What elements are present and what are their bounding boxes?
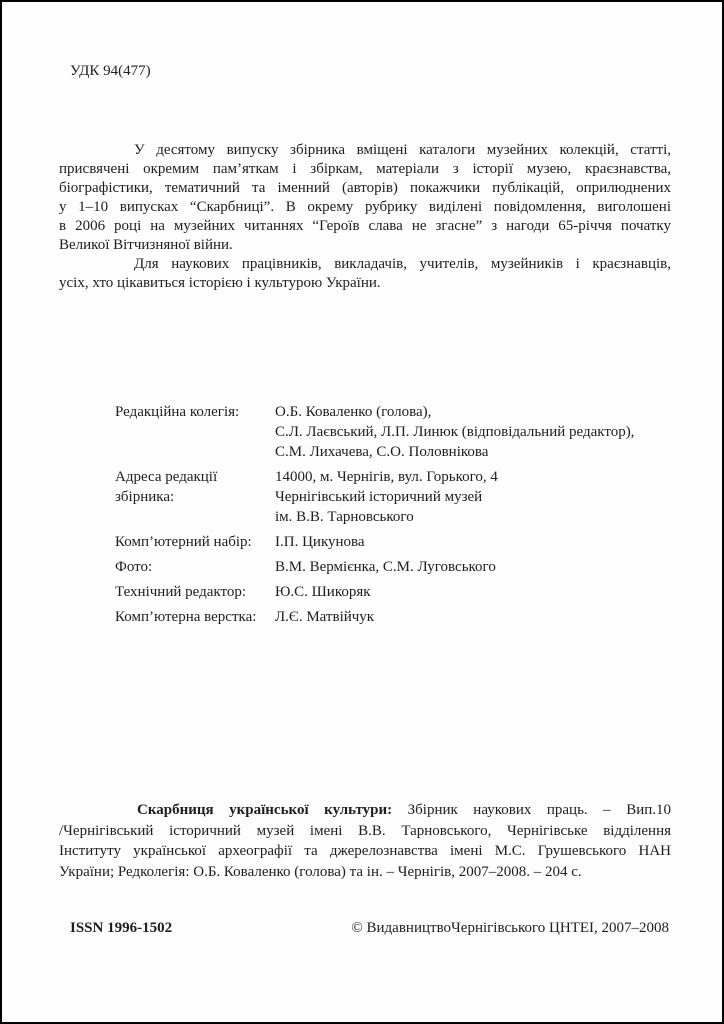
imprint-value-line: О.Б. Коваленко (голова),	[275, 404, 432, 420]
annotation-line: усіх, хто цікавиться історією і культурою України.	[59, 275, 381, 291]
imprint-value-line: Ю.С. Шикоряк	[275, 584, 371, 600]
imprint-label: Комп’ютерна верстка:	[115, 609, 257, 625]
annotation-line: У десятому випуску збірника вміщені каталоги музейних колекцій, статті,	[134, 142, 671, 158]
imprint-label: Редакційна колегія:	[115, 404, 240, 420]
annotation-line: у 1–10 випусках “Скарбниці”. В окрему рубрику виділені повідомлення, виголошені	[59, 199, 671, 215]
imprint-value-line: І.П. Цикунова	[275, 534, 365, 550]
copyright-notice: © ВидавництвоЧернігівського ЦНТЕІ, 2007–2008	[351, 920, 669, 936]
imprint-value-line: Л.Є. Матвійчук	[275, 609, 375, 625]
imprint-row-technical-editor	[115, 582, 671, 602]
bibliography-line: Інституту української археографії та джерелознавства імені М.С. Грушевського НАН	[59, 843, 671, 859]
imprint-row-layout	[115, 607, 671, 627]
bibliography-title: Скарбниця української культури:	[137, 802, 393, 818]
issn-number: ISSN 1996-1502	[70, 920, 173, 936]
imprint-row-editorial-board	[115, 402, 671, 462]
annotation-line: присвячені окремим пам’яткам і збіркам, матеріали з історії музею, краєзнавства,	[59, 161, 671, 177]
imprint-value-line: С.Л. Лаєвський, Л.П. Линюк (відповідальний редактор),	[275, 424, 635, 440]
imprint-value-line: ім. В.В. Тарновського	[275, 509, 414, 525]
imprint-credits	[115, 402, 671, 632]
imprint-value-line: Чернігівський історичний музей	[275, 489, 483, 505]
imprint-row-address	[115, 467, 671, 527]
imprint-label: Комп’ютерний набір:	[115, 534, 252, 550]
annotation-line: в 2006 році на музейних читаннях “Героїв слава не згасне” з нагоди 65-річчя початку	[59, 218, 671, 234]
bibliography-line: України; Редколегія: О.Б. Коваленко (голова) та ін. – Чернігів, 2007–2008. – 204 с.	[59, 863, 582, 880]
annotation-line: Великої Вітчизняної війни.	[59, 237, 233, 253]
imprint-row-typesetting	[115, 532, 671, 552]
imprint-label: Технічний редактор:	[115, 584, 246, 600]
bibliographic-record	[59, 800, 671, 882]
annotation-line: Для наукових працівників, викладачів, учителів, музейників і краєзнавців,	[134, 256, 671, 272]
imprint-value-line: 14000, м. Чернігів, вул. Горького, 4	[275, 469, 498, 485]
bibliography-line-rest: Збірник наукових праць. – Вип.10	[392, 802, 672, 818]
imprint-label: Адреса редакції збірника:	[115, 469, 218, 505]
bibliography-line	[59, 800, 671, 821]
annotation-block	[59, 141, 671, 293]
annotation-line: біографістики, тематичний та іменний (авторів) покажчики публікацій, оприлюднених	[59, 180, 671, 196]
imprint-label: Фото:	[115, 559, 153, 575]
imprint-value-line: С.М. Лихачева, С.О. Половнікова	[275, 444, 489, 460]
udc-number: УДК 94(477)	[70, 63, 151, 79]
imprint-row-photo	[115, 557, 671, 577]
footer	[70, 918, 669, 938]
bibliography-line: /Чернігівський історичний музей імені В.В. Тарновського, Чернігівське відділення	[59, 822, 671, 839]
imprint-value-line: В.М. Вермієнка, С.М. Луговського	[275, 559, 496, 575]
